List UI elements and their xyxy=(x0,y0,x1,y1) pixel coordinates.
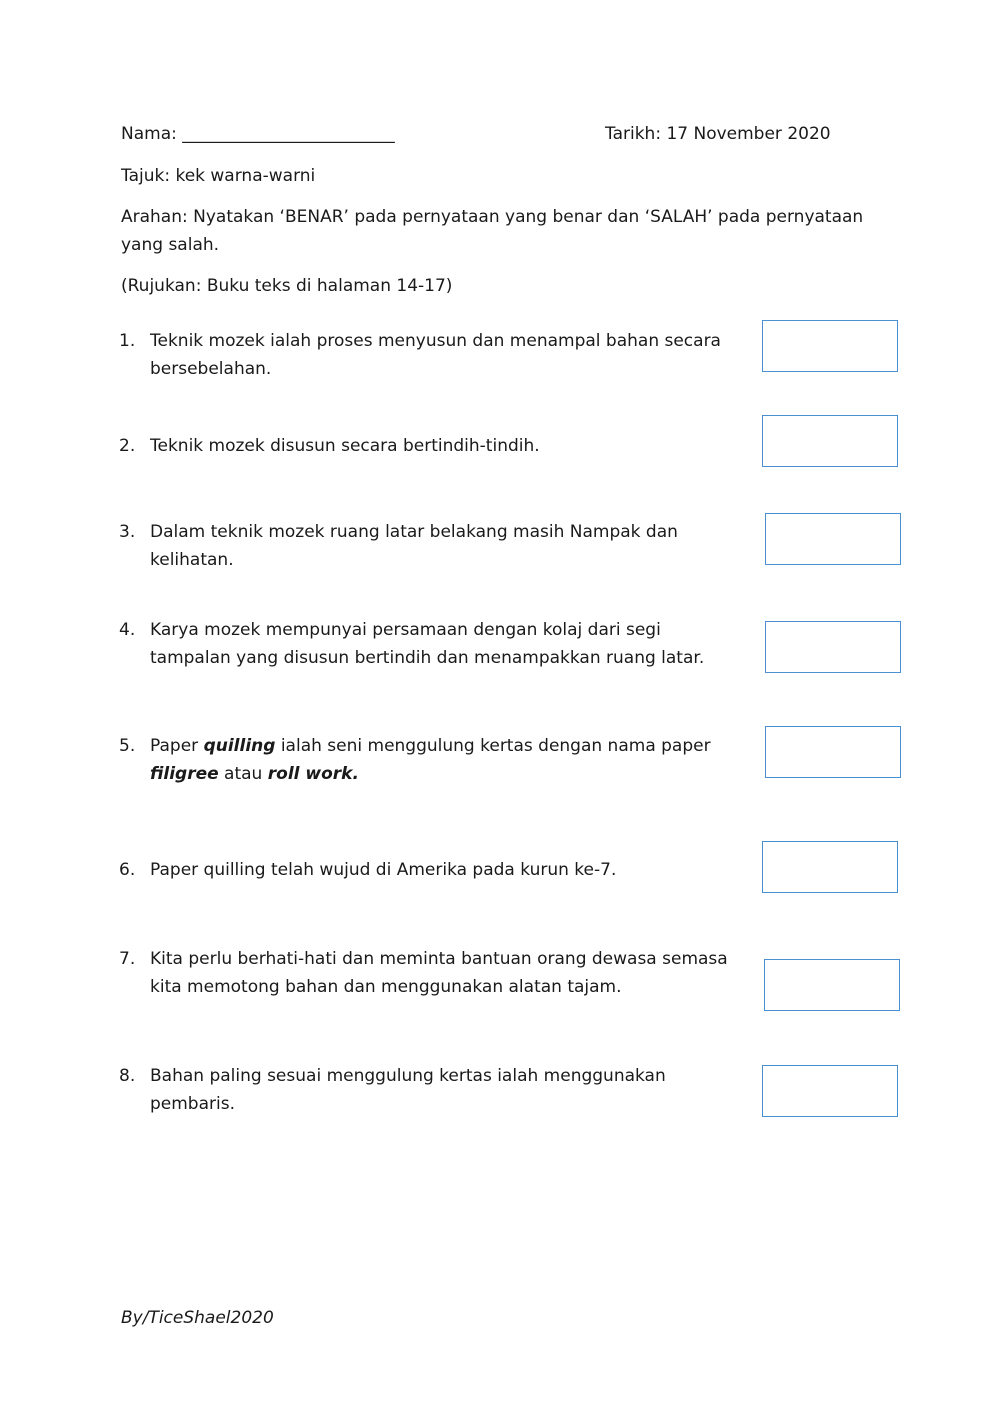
question-number: 7. xyxy=(119,949,136,969)
question-text: Paper quilling telah wujud di Amerika pada kurun ke-7. xyxy=(150,860,617,880)
question-text: Teknik mozek disusun secara bertindih-tindih. xyxy=(150,436,540,456)
question-number: 3. xyxy=(119,522,136,542)
answer-box[interactable] xyxy=(762,1065,898,1117)
question-text: Karya mozek mempunyai persamaan dengan kolaj dari segi tampalan yang disusun bertindih dan menampakkan ruang latar. xyxy=(150,620,705,668)
answer-box[interactable] xyxy=(764,959,900,1011)
question-text: Bahan paling sesuai menggulung kertas ialah menggunakan pembaris. xyxy=(150,1066,666,1114)
answer-box[interactable] xyxy=(765,726,901,778)
question-number: 6. xyxy=(119,860,136,880)
question-number: 1. xyxy=(119,331,136,351)
question-text: Teknik mozek ialah proses menyusun dan menampal bahan secara bersebelahan. xyxy=(150,331,721,379)
instruction-line-2: yang salah. xyxy=(121,235,220,255)
question-text: Paper quilling ialah seni menggulung kertas dengan nama paper filigree atau roll work. xyxy=(150,736,711,784)
emphasis-term: roll work. xyxy=(267,764,359,784)
date-text: Tarikh: 17 November 2020 xyxy=(605,124,831,144)
answer-box[interactable] xyxy=(762,320,898,372)
name-blank-line[interactable]: _________________________ xyxy=(182,124,395,144)
question-number: 2. xyxy=(119,436,136,456)
name-label: Nama: _________________________ xyxy=(121,124,395,144)
question-text: Dalam teknik mozek ruang latar belakang masih Nampak dan kelihatan. xyxy=(150,522,678,570)
answer-box[interactable] xyxy=(765,513,901,565)
answer-box[interactable] xyxy=(765,621,901,673)
answer-box[interactable] xyxy=(762,841,898,893)
instruction-line-1: Arahan: Nyatakan ‘BENAR’ pada pernyataan yang benar dan ‘SALAH’ pada pernyataan xyxy=(121,207,864,227)
emphasis-term: filigree xyxy=(150,764,219,784)
author-credit: By/TiceShael2020 xyxy=(121,1308,274,1328)
emphasis-term: quilling xyxy=(203,736,276,756)
answer-box[interactable] xyxy=(762,415,898,467)
question-number: 4. xyxy=(119,620,136,640)
worksheet-title: Tajuk: kek warna-warni xyxy=(121,166,316,186)
question-number: 8. xyxy=(119,1066,136,1086)
question-number: 5. xyxy=(119,736,136,756)
reference-text: (Rujukan: Buku teks di halaman 14-17) xyxy=(121,276,453,296)
question-text: Kita perlu berhati-hati dan meminta bantuan orang dewasa semasa kita memotong bahan dan menggunakan alatan tajam. xyxy=(150,949,728,997)
